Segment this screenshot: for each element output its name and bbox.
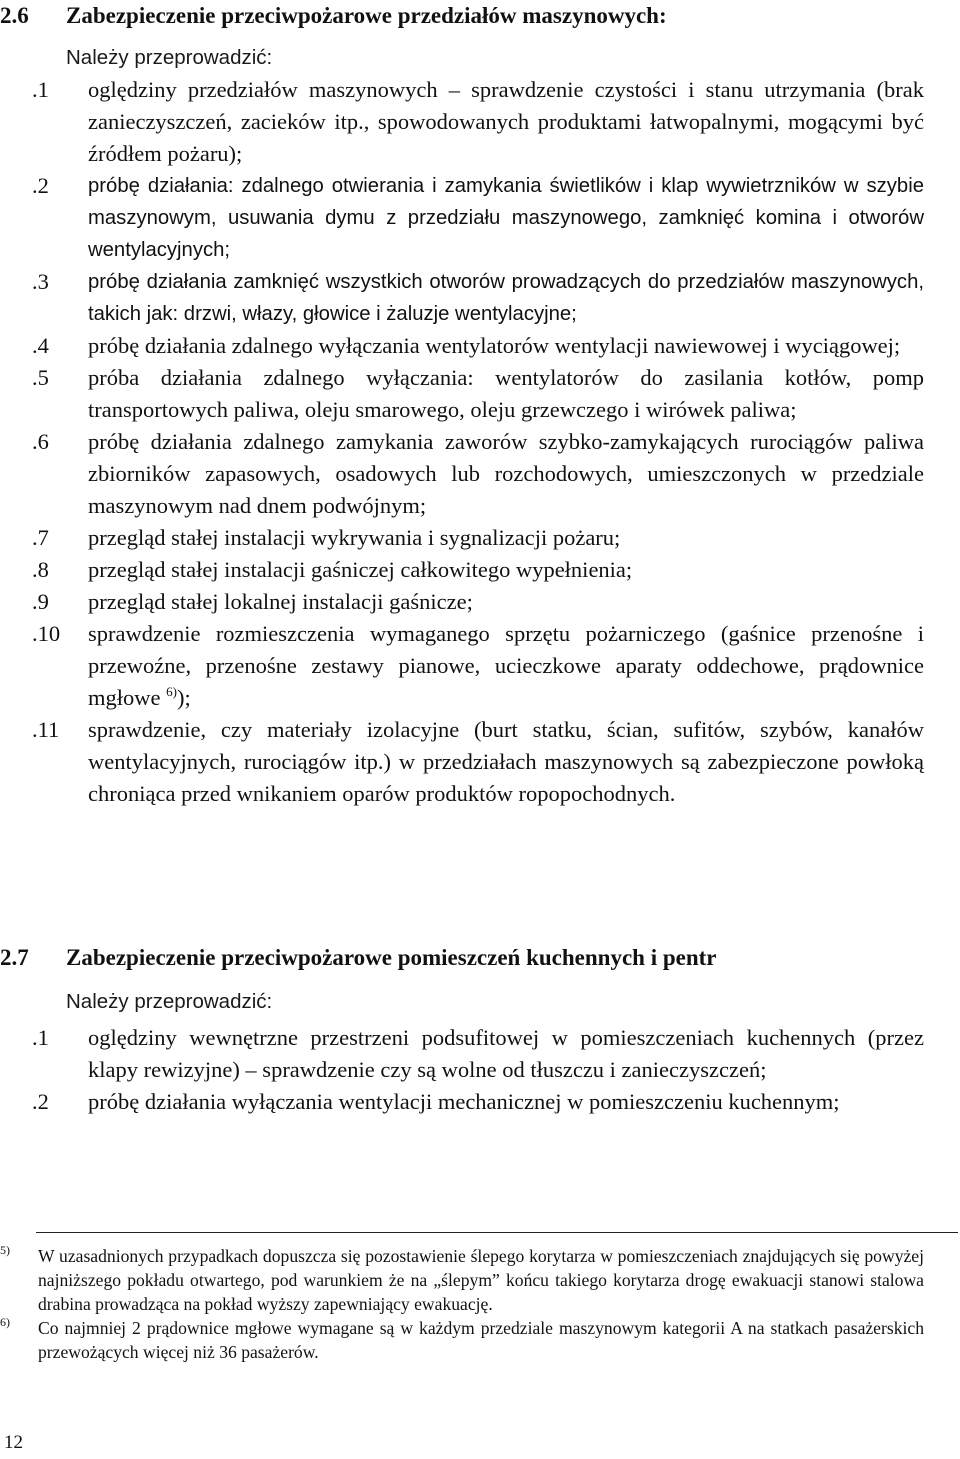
footnote-text: W uzasadnionych przypadkach dopuszcza się pozostawienie ślepego korytarza w pomieszczeniach znajdujących się powyżej najniższego pokładu otwartego, pod warunkiem że na „ślepym” końcu takiego korytarza drogę ewakuacji stanowi stalowa drabina prowadząca na pokład wyższy zapewniający ewakuację. (38, 1246, 924, 1314)
item-number: .9 (32, 589, 49, 614)
footnote (0, 1244, 960, 1316)
item-text: przegląd stałej lokalnej instalacji gaśnicze; (88, 589, 473, 614)
list-item (0, 554, 960, 586)
item-text: oględziny przedziałów maszynowych – sprawdzenie czystości i stanu utrzymania (brak zanieczyszczeń, zacieków itp., spowodowanych produktami łatwopalnymi, mogącymi być źródłem pożaru); (88, 77, 924, 166)
list-item (0, 266, 960, 330)
item-text: próbę działania zdalnego zamykania zaworów szybko-zamykających rurociągów paliwa zbiorników zapasowych, osadowych lub rozchodowych, umieszczonych w przedziale maszynowym nad dnem podwójnym; (88, 429, 924, 518)
list-item (0, 426, 960, 522)
section-number: 2.7 (0, 945, 29, 970)
item-text: próbę działania zdalnego wyłączania wentylatorów wentylacji nawiewowej i wyciągowej; (88, 333, 901, 358)
section-2-6-intro: Należy przeprowadzić: (66, 46, 273, 69)
item-number: .2 (32, 1089, 49, 1114)
item-number: .3 (32, 269, 49, 294)
item-number: .11 (32, 717, 60, 742)
item-text-end: ); (176, 685, 191, 710)
footnote-mark: 6) (0, 1315, 10, 1329)
list-item (0, 586, 960, 618)
page-number: 12 (4, 1432, 23, 1453)
section-2-6-items (0, 74, 960, 810)
footnote (0, 1316, 960, 1364)
footnote-separator (36, 1232, 958, 1233)
item-number: .1 (32, 1025, 49, 1050)
item-text: oględziny wewnętrzne przestrzeni podsufitowej w pomieszczeniach kuchennych (przez klapy rewizyjne) – sprawdzenie czy są wolne od tłuszczu i zanieczyszczeń; (88, 1025, 924, 1082)
list-item (0, 1086, 960, 1118)
item-text: próbę działania: zdalnego otwierania i zamykania świetlików i klap wywietrzników w szybie maszynowym, usuwania dymu z przedziału maszynowego, zamknięć komina i otworów wentylacyjnych; (88, 175, 924, 261)
list-item (0, 330, 960, 362)
item-text-wrapper (88, 618, 924, 714)
list-item (0, 170, 960, 266)
item-number: .8 (32, 557, 49, 582)
footnote-mark: 5) (0, 1243, 10, 1257)
item-number: .6 (32, 429, 49, 454)
section-2-7-intro: Należy przeprowadzić: (66, 990, 273, 1013)
item-number: .7 (32, 525, 49, 550)
section-2-7-items (0, 1022, 960, 1118)
list-item (0, 714, 960, 810)
item-text: przegląd stałej instalacji wykrywania i sygnalizacji pożaru; (88, 525, 621, 550)
item-text: przegląd stałej instalacji gaśniczej całkowitego wypełnienia; (88, 557, 633, 582)
list-item (0, 74, 960, 170)
list-item (0, 522, 960, 554)
footnotes (0, 1244, 960, 1364)
list-item (0, 1022, 960, 1086)
item-text: próbę działania wyłączania wentylacji mechanicznej w pomieszczeniu kuchennym; (88, 1089, 840, 1114)
item-text: próba działania zdalnego wyłączania: wentylatorów do zasilania kotłów, pomp transportowych paliwa, oleju smarowego, oleju grzewczego i wirówek paliwa; (88, 365, 924, 422)
item-number: .4 (32, 333, 49, 358)
list-item (0, 618, 960, 714)
item-number: .10 (32, 621, 61, 646)
footnote-reference: 6) (166, 684, 177, 699)
section-title: Zabezpieczenie przeciwpożarowe przedziałów maszynowych: (66, 3, 667, 28)
list-item (0, 362, 960, 426)
item-text: próbę działania zamknięć wszystkich otworów prowadzących do przedziałów maszynowych, takich jak: drzwi, włazy, głowice i żaluzje wentylacyjne; (88, 271, 924, 325)
item-number: .1 (32, 77, 49, 102)
section-title: Zabezpieczenie przeciwpożarowe pomieszczeń kuchennych i pentr (66, 945, 717, 970)
footnote-text: Co najmniej 2 prądownice mgłowe wymagane są w każdym przedziale maszynowym kategorii A na statkach pasażerskich przewożących więcej niż 36 pasażerów. (38, 1318, 924, 1362)
item-text: sprawdzenie, czy materiały izolacyjne (burt statku, ścian, sufitów, szybów, kanałów wentylacyjnych, rurociągów itp.) w przedziałach maszynowych są zabezpieczone powłoką chroniąca przed wnikaniem oparów produktów ropopochodnych. (88, 717, 924, 806)
section-number: 2.6 (0, 3, 29, 28)
item-text: sprawdzenie rozmieszczenia wymaganego sprzętu pożarniczego (gaśnice przenośne i przewoźne, przenośne zestawy pianowe, ucieczkowe aparaty oddechowe, prądownice mgłowe (88, 621, 924, 710)
item-number: .2 (32, 173, 49, 198)
item-number: .5 (32, 365, 49, 390)
